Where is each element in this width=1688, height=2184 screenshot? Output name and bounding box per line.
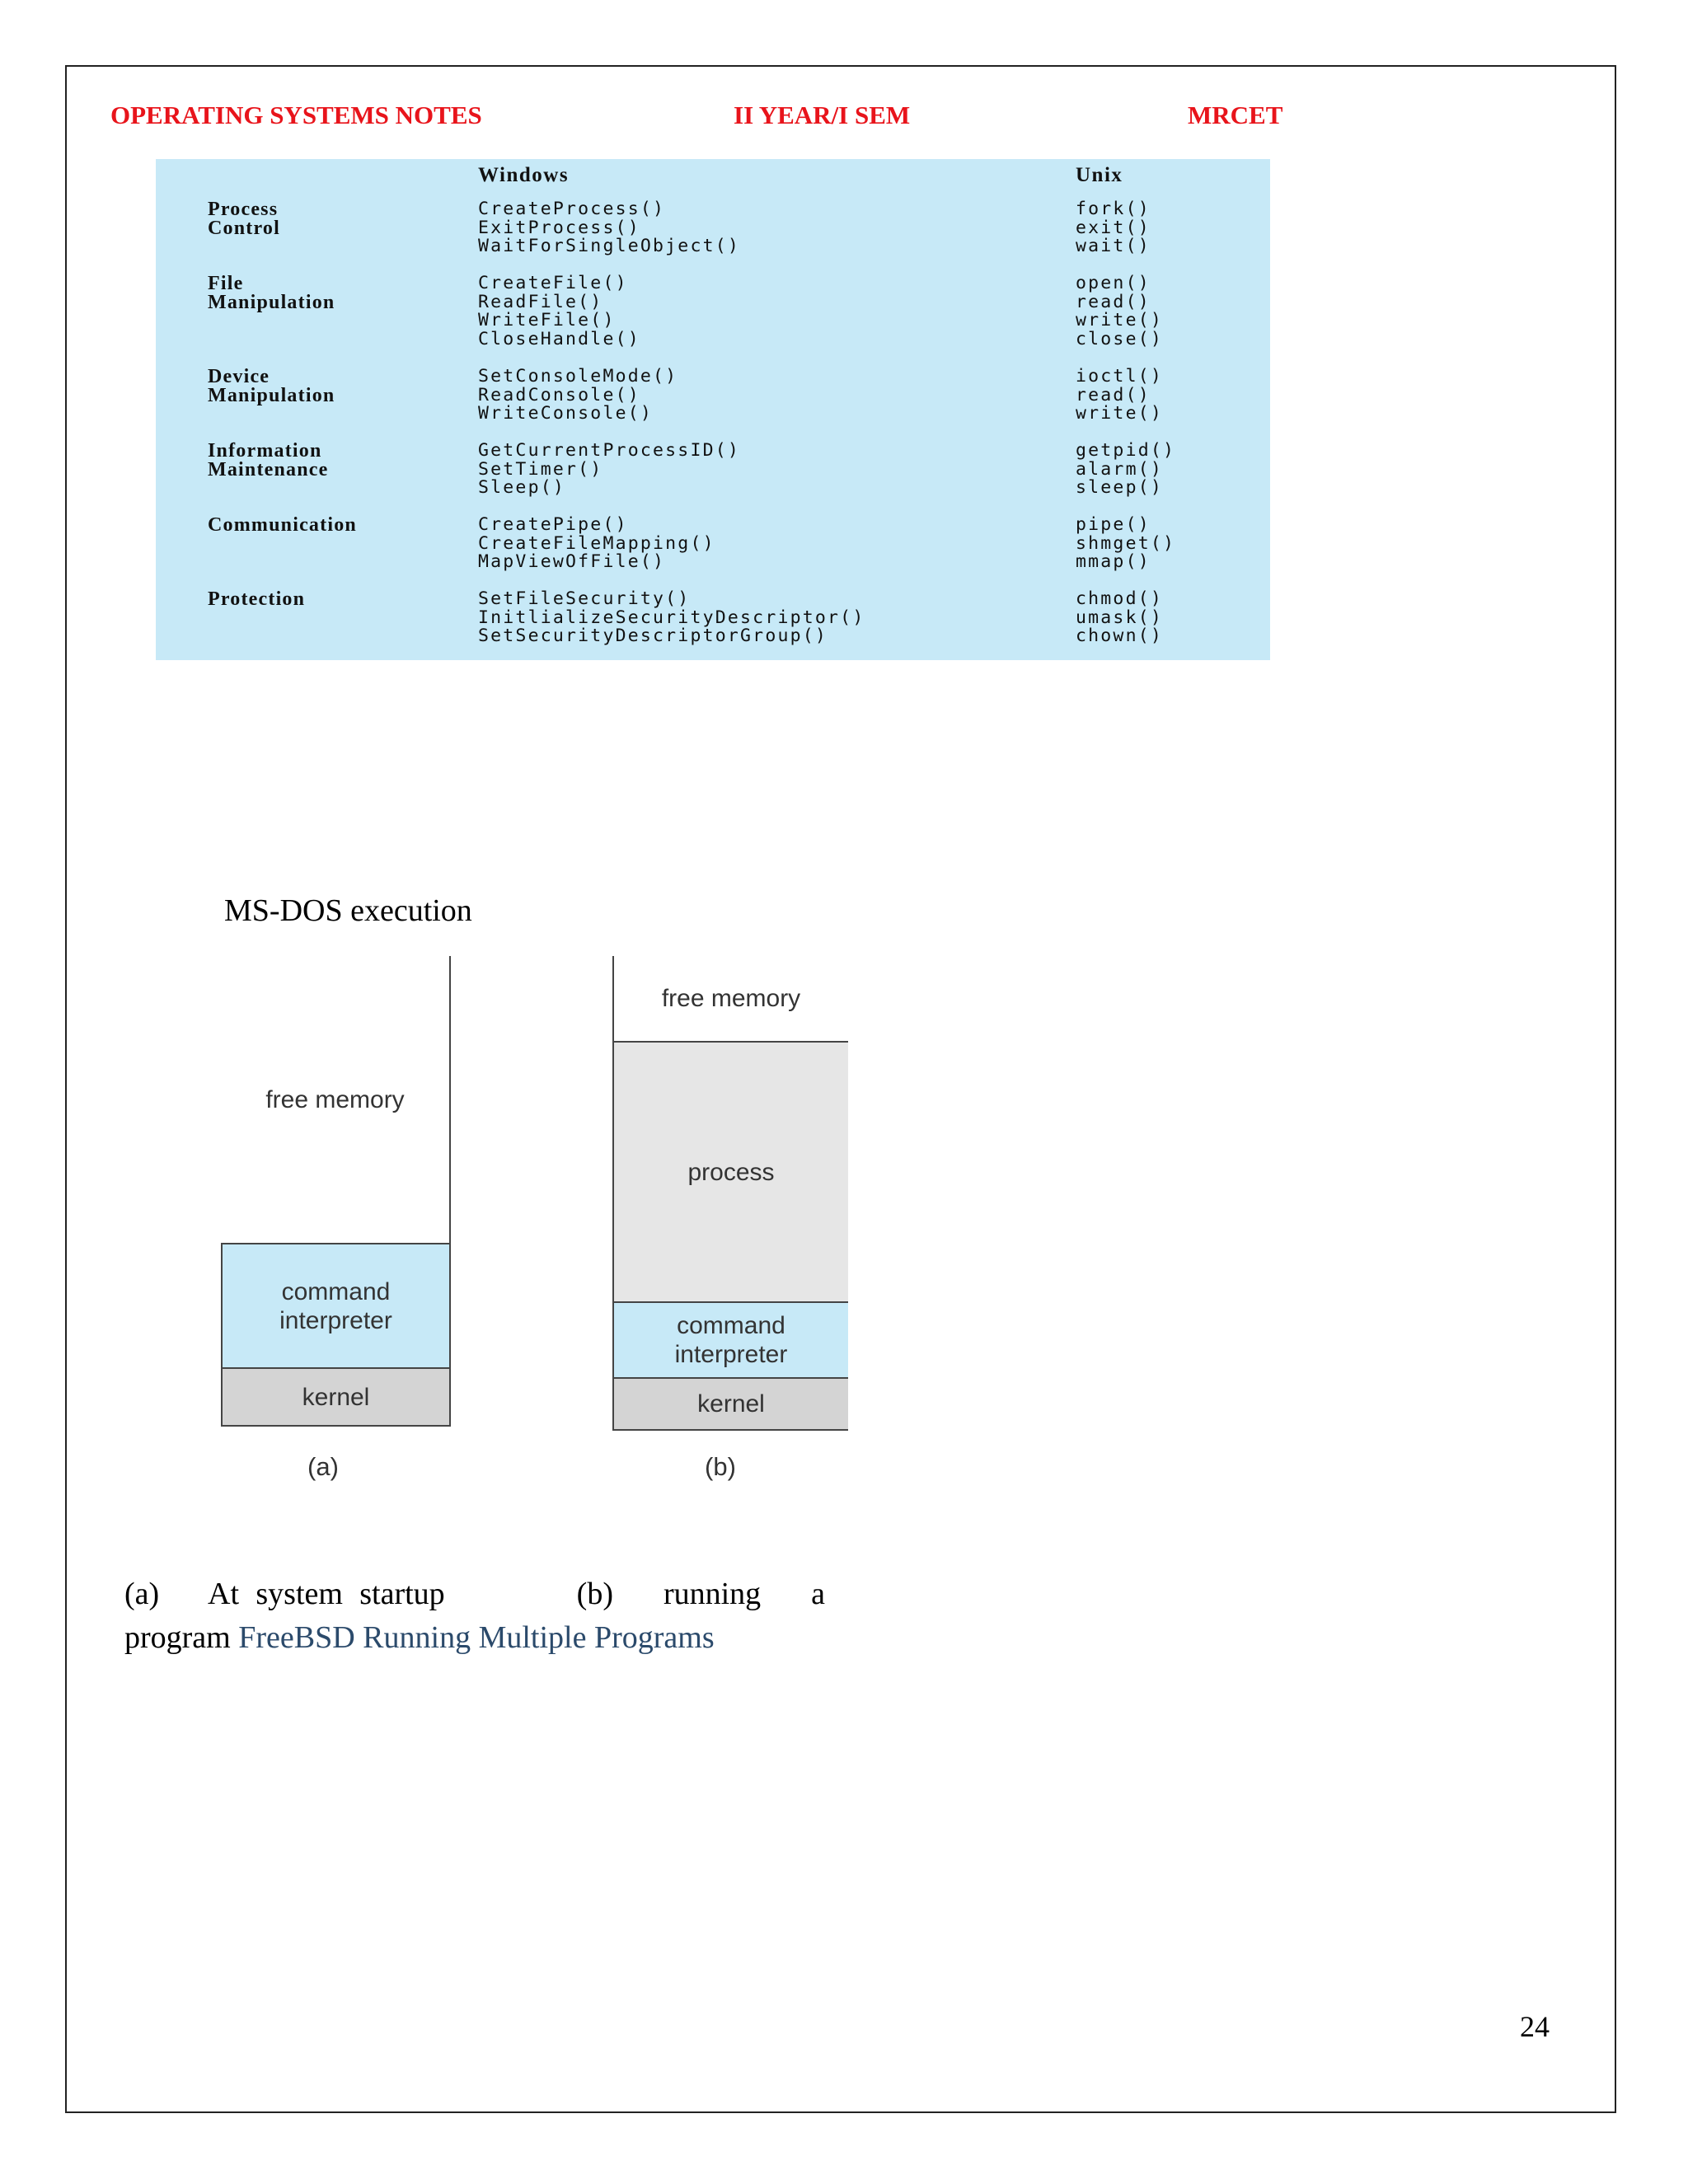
unix-call: read() bbox=[1076, 291, 1151, 312]
windows-call: ReadFile() bbox=[478, 291, 603, 312]
windows-call: GetCurrentProcessID() bbox=[478, 440, 741, 461]
process-block: process bbox=[612, 1041, 848, 1301]
header-year-sem: II YEAR/I SEM bbox=[734, 101, 911, 129]
windows-call-list bbox=[478, 200, 740, 256]
windows-call-list bbox=[478, 590, 865, 646]
command-interpreter-block: command interpreter bbox=[221, 1243, 451, 1369]
header-title: OPERATING SYSTEMS NOTES bbox=[110, 101, 482, 129]
unix-call: write() bbox=[1076, 403, 1164, 424]
unix-call: chmod() bbox=[1076, 588, 1164, 609]
windows-call-list bbox=[478, 516, 715, 572]
unix-call: write() bbox=[1076, 310, 1164, 331]
header-institution: MRCET bbox=[1188, 101, 1283, 129]
figure-caption bbox=[124, 1572, 833, 1660]
unix-call: close() bbox=[1076, 328, 1164, 349]
windows-call: WriteConsole() bbox=[478, 403, 654, 424]
windows-call: CloseHandle() bbox=[478, 328, 640, 349]
free-memory-block: free memory bbox=[221, 956, 451, 1243]
windows-call: Sleep() bbox=[478, 477, 566, 499]
diagram-a-label: (a) bbox=[307, 1452, 339, 1481]
unix-call-list bbox=[1076, 442, 1175, 498]
unix-call: ioctl() bbox=[1076, 366, 1164, 387]
unix-call-list bbox=[1076, 516, 1175, 572]
column-header-unix: Unix bbox=[1076, 164, 1123, 186]
column-header-windows: Windows bbox=[478, 164, 570, 186]
windows-call: CreateFileMapping() bbox=[478, 532, 715, 554]
unix-call-list bbox=[1076, 200, 1151, 256]
unix-call: umask() bbox=[1076, 607, 1164, 628]
memory-diagram-a bbox=[221, 956, 451, 1430]
kernel-block: kernel bbox=[612, 1379, 848, 1431]
unix-call: mmap() bbox=[1076, 551, 1151, 573]
windows-call-list bbox=[478, 274, 640, 349]
windows-call-list bbox=[478, 368, 678, 424]
windows-call: ReadConsole() bbox=[478, 384, 640, 405]
windows-call: ExitProcess() bbox=[478, 217, 640, 238]
unix-call-list bbox=[1076, 274, 1163, 349]
syscall-group-label: Communication bbox=[208, 514, 357, 536]
windows-call: InitlializeSecurityDescriptor() bbox=[478, 607, 865, 628]
caption-link[interactable]: FreeBSD Running Multiple Programs bbox=[238, 1620, 715, 1655]
windows-call: SetConsoleMode() bbox=[478, 366, 678, 387]
unix-call-list bbox=[1076, 368, 1163, 424]
caption-part-a: (a) At system startup bbox=[124, 1577, 445, 1611]
syscall-group-label: Protection bbox=[208, 588, 306, 610]
memory-diagram-b bbox=[612, 956, 848, 1430]
unix-call: pipe() bbox=[1076, 514, 1151, 535]
windows-call: SetTimer() bbox=[478, 458, 603, 480]
unix-call: fork() bbox=[1076, 199, 1151, 219]
command-interpreter-block: command interpreter bbox=[612, 1301, 848, 1379]
unix-call: alarm() bbox=[1076, 458, 1164, 480]
syscall-group-label: File Manipulation bbox=[208, 273, 335, 313]
windows-call: SetSecurityDescriptorGroup() bbox=[478, 626, 828, 647]
kernel-block: kernel bbox=[221, 1369, 451, 1427]
windows-call: CreatePipe() bbox=[478, 514, 628, 535]
page-number: 24 bbox=[1520, 2010, 1550, 2043]
unix-call: sleep() bbox=[1076, 477, 1164, 499]
windows-call-list bbox=[478, 442, 740, 498]
section-label: MS-DOS execution bbox=[224, 893, 472, 928]
system-call-table bbox=[156, 159, 1270, 660]
syscall-group-label: Process Control bbox=[208, 199, 280, 239]
windows-call: SetFileSecurity() bbox=[478, 588, 691, 609]
windows-call: CreateProcess() bbox=[478, 199, 666, 219]
unix-call: open() bbox=[1076, 273, 1151, 293]
windows-call: WriteFile() bbox=[478, 310, 616, 331]
unix-call: read() bbox=[1076, 384, 1151, 405]
unix-call: getpid() bbox=[1076, 440, 1176, 461]
unix-call: chown() bbox=[1076, 626, 1164, 647]
unix-call: exit() bbox=[1076, 217, 1151, 238]
free-memory-block: free memory bbox=[612, 956, 848, 1041]
windows-call: MapViewOfFile() bbox=[478, 551, 666, 573]
unix-call: shmget() bbox=[1076, 532, 1176, 554]
caption-part-b: (b) running a program bbox=[124, 1577, 833, 1655]
syscall-group-label: Information Maintenance bbox=[208, 440, 329, 480]
windows-call: WaitForSingleObject() bbox=[478, 236, 741, 257]
unix-call: wait() bbox=[1076, 236, 1151, 257]
unix-call-list bbox=[1076, 590, 1163, 646]
diagram-b-label: (b) bbox=[705, 1452, 736, 1481]
windows-call: CreateFile() bbox=[478, 273, 628, 293]
syscall-group-label: Device Manipulation bbox=[208, 366, 335, 406]
